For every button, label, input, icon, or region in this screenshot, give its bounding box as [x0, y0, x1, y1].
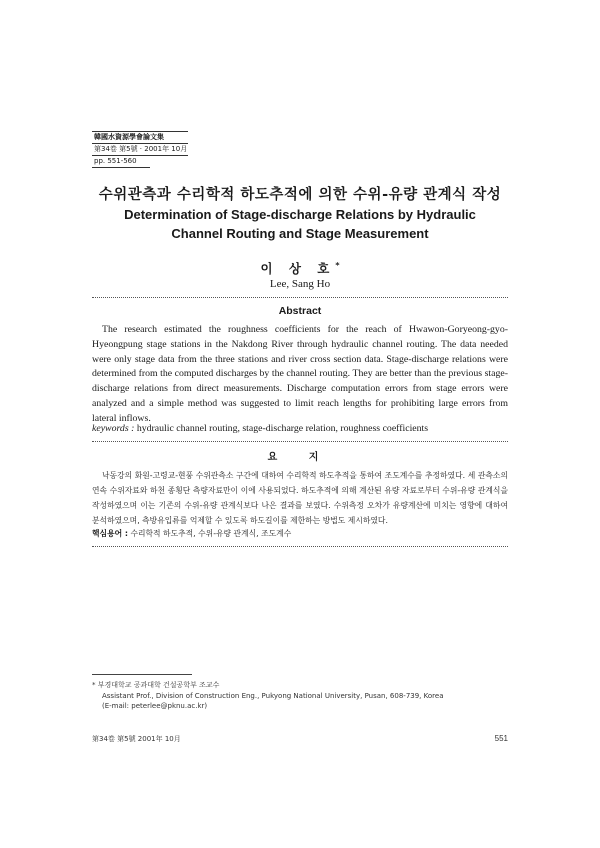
summary-heading: 요 지 [267, 452, 333, 463]
summary-body: 낙동강의 화원-고령교-현풍 수위관측소 구간에 대하여 수리학적 하도추적을 통하여 조도계수를 추정하였다. 세 관측소의 연속 수위자료와 하천 종횡단 측량자료만이 이에 사용되었다. 하도추적에 의해 계산된 유량 자료로부터 수위-유량 관계식을 작성하였으며 이는 기존의 수위-유량 관계식보다 나은 결과를 보였다. 수위측정 오차가 유량계산에 미치는 영향에 대하여 분석하였으며, 측방유입류를 억제할 수 있도록 하도길이를 제한하는 방법도 제시하였다. [92, 471, 508, 525]
keywords-text: hydraulic channel routing, stage-discharge relation, roughness coefficients [136, 423, 429, 434]
author-korean [0, 259, 600, 277]
title-english-line-2: Channel Routing and Stage Measurement [171, 226, 429, 241]
title-english [0, 205, 600, 243]
journal-name: 韓國水資源學會論文集 [92, 132, 188, 144]
abstract-heading: Abstract [278, 305, 322, 317]
divider-dotted [92, 546, 508, 547]
keywords-korean-text: 수리학적 하도추적, 수위-유량 관계식, 조도계수 [130, 529, 292, 538]
title-english-line-1: Determination of Stage-discharge Relations by Hydraulic [124, 207, 476, 222]
footnote-rule [92, 674, 192, 675]
keywords-korean-label: 핵심용어 : [92, 529, 128, 538]
divider-dotted [92, 441, 508, 442]
author-english: Lee, Sang Ho [269, 278, 331, 290]
footer-journal-issue: 第34卷 第5號 2001年 10月 [92, 735, 181, 743]
page-number: 551 [494, 734, 508, 743]
journal-info-box [92, 131, 188, 168]
author-korean-name: 이 상 호 [260, 261, 336, 276]
title-korean: 수위관측과 수리학적 하도추적에 의한 수위-유량 관계식 작성 [98, 187, 502, 203]
keywords-label: keywords : [92, 423, 135, 434]
journal-volume-issue: 第34卷 第5號 · 2001年 10月 [92, 144, 188, 156]
divider-dotted [92, 297, 508, 298]
footnote-line-2: Assistant Prof., Division of Construction Eng., Pukyong National University, Pusan, 608-739, Korea [102, 691, 444, 700]
author-footnote-mark: * [335, 260, 340, 270]
footnote-line-1: * 부경대학교 공과대학 건설공학부 조교수 [92, 681, 220, 689]
keywords-korean [92, 527, 508, 541]
abstract-body: The research estimated the roughness coefficients for the reach of Hwawon-Goryeong-gyo-Hyeongpung stage stations in the Nakdong River through hydraulic channel routing. The data needed were only stage data from the three stations and river cross section data. Stage-discharge relations were determined from the computed discharges by the channel routing. They are better than the previous stage-discharge relations from direct measurements. Discharge computation errors from stage errors were analyzed and a simple method was suggested to limit reach lengths for prohibiting large errors from lateral inflows. [92, 324, 508, 424]
journal-pages: pp. 551-560 [92, 156, 150, 168]
keywords [92, 422, 508, 436]
footnote-email: (E-mail: peterlee@pknu.ac.kr) [102, 702, 208, 710]
author-footnote [92, 680, 508, 712]
